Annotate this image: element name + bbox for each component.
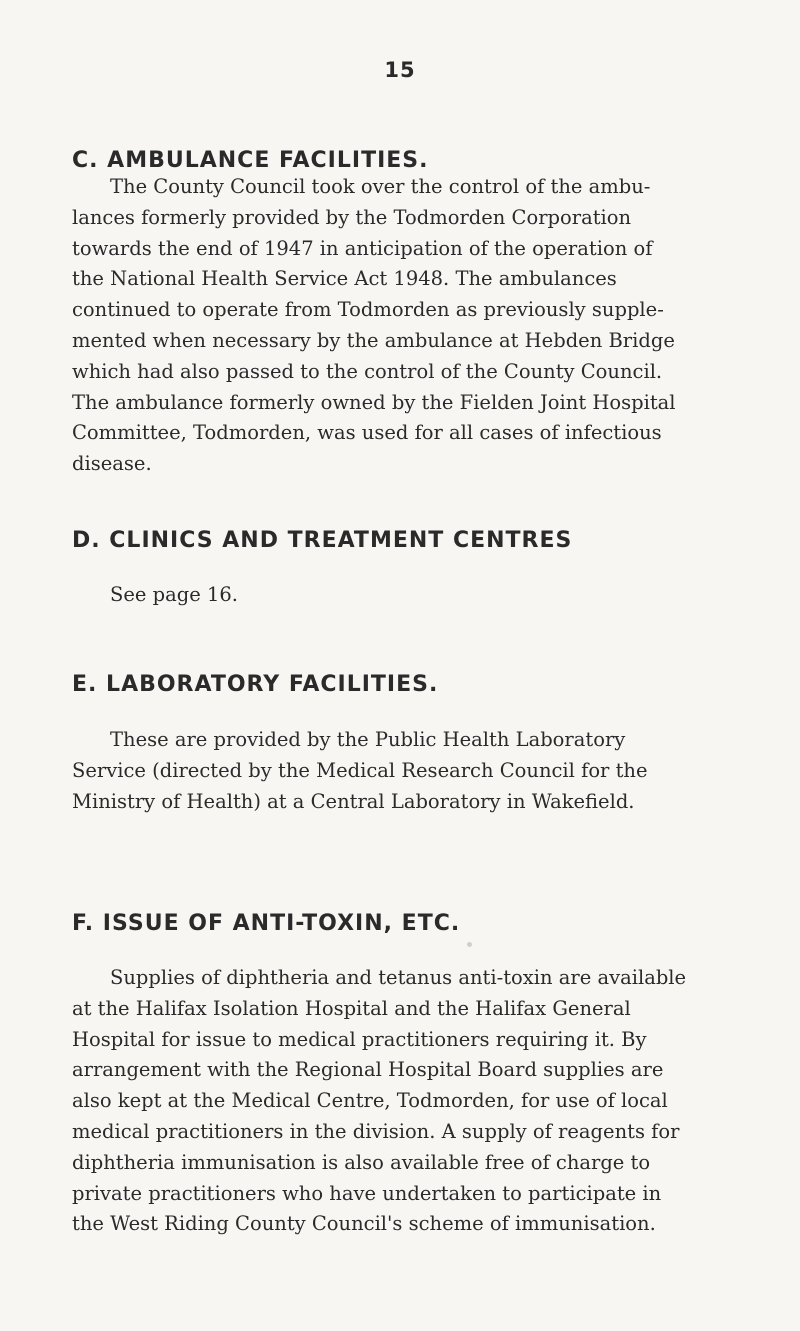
section-body-laboratory-facilities (72, 725, 732, 817)
print-speck (467, 942, 472, 947)
text-line: Ministry of Health) at a Central Laboratory in Wakefield. (72, 789, 635, 813)
section-body-clinics-and-treatment-centres (72, 580, 732, 611)
text-line: private practitioners who have undertaken to participate in (72, 1181, 662, 1205)
text-line: which had also passed to the control of the County Council. (72, 359, 663, 383)
text-line: also kept at the Medical Centre, Todmorden, for use of local (72, 1089, 668, 1113)
text-line: See page 16. (110, 583, 238, 606)
text-line: continued to operate from Todmorden as previously supple- (72, 298, 664, 322)
text-line: mented when necessary by the ambulance at Hebden Bridge (72, 328, 675, 352)
text-line: the National Health Service Act 1948. The ambulances (72, 267, 617, 291)
text-line: Service (directed by the Medical Research Council for the (72, 758, 648, 782)
section-body-ambulance-facilities (72, 172, 732, 480)
section-heading-issue-of-anti-toxin: F. ISSUE OF ANTI-TOXIN, ETC. (72, 911, 461, 936)
text-line: The ambulance formerly owned by the Fielden Joint Hospital (72, 390, 676, 414)
text-line: diphtheria immunisation is also available free of charge to (72, 1150, 651, 1174)
text-line: lances formerly provided by the Todmorden Corporation (72, 205, 632, 229)
text-line: towards the end of 1947 in anticipation of the operation of (72, 236, 653, 260)
text-line: Hospital for issue to medical practitioners requiring it. By (72, 1027, 647, 1051)
text-line: Committee, Todmorden, was used for all cases of infectious (72, 421, 662, 445)
text-line: medical practitioners in the division. A supply of reagents for (72, 1119, 680, 1143)
page-number: 15 (384, 58, 416, 82)
section-heading-ambulance-facilities: C. AMBULANCE FACILITIES. (72, 148, 429, 173)
text-line: These are provided by the Public Health Laboratory (110, 728, 626, 751)
section-heading-clinics-and-treatment-centres: D. CLINICS AND TREATMENT CENTRES (72, 528, 573, 553)
text-line: disease. (72, 452, 152, 476)
section-heading-laboratory-facilities: E. LABORATORY FACILITIES. (72, 672, 439, 697)
text-line: arrangement with the Regional Hospital Board supplies are (72, 1058, 664, 1082)
text-line: at the Halifax Isolation Hospital and the Halifax General (72, 996, 631, 1020)
text-line: The County Council took over the control of the ambu- (110, 175, 651, 198)
section-body-issue-of-anti-toxin (72, 963, 732, 1240)
text-line: the West Riding County Council's scheme of immunisation. (72, 1212, 656, 1236)
text-line: Supplies of diphtheria and tetanus anti-toxin are available (110, 966, 687, 989)
